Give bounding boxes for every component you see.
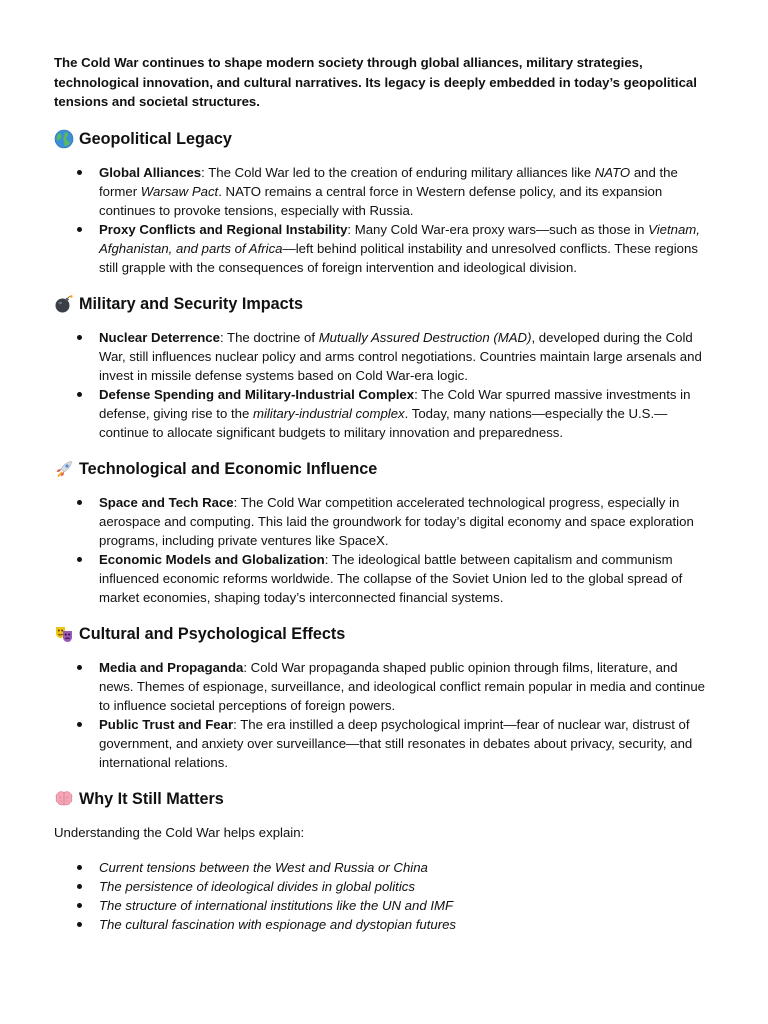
item-text: : The doctrine of <box>219 329 319 345</box>
list-item: The cultural fascination with espionage and dystopian futures <box>54 915 714 934</box>
item-text: : The Cold War competition accelerated technological progress, especially in aerospace and computing. This laid the groundwork for today’s digital economy and space exploration programs, including private ventures like SpaceX. <box>99 494 694 548</box>
item-emphasis: military-industrial complex <box>252 405 405 421</box>
section-heading <box>54 622 714 646</box>
section-heading <box>54 292 714 316</box>
item-text: : Cold War propaganda shaped public opinion through films, literature, and news. Themes of espionage, surveillance, and ideological conflict remain popular in media and continue to influence societal perceptions of foreign powers. <box>99 659 706 713</box>
item-text: . NATO remains a central force in Western defense policy, and its expansion continues to provoke tensions, especially with Russia. <box>99 183 663 218</box>
section-technological-economic <box>54 457 714 607</box>
item-term: Media and Propaganda <box>99 659 244 675</box>
list-item <box>54 163 714 220</box>
bullet-list <box>54 658 714 772</box>
bullet-list <box>54 493 714 607</box>
item-emphasis: Vietnam, Afghanistan, and parts of Africa <box>99 221 700 256</box>
item-text: and the former <box>99 164 678 199</box>
section-title: Geopolitical Legacy <box>79 129 232 148</box>
intro-paragraph: The Cold War continues to shape modern society through global alliances, military strategies, technological innovation, and cultural narratives. Its legacy is deeply embedded in today’s geopolitical tensions and societal structures. <box>54 55 697 109</box>
list-item <box>54 220 714 277</box>
item-emphasis: Warsaw Pact <box>140 183 219 199</box>
why-lead-paragraph: Understanding the Cold War helps explain: <box>54 824 305 840</box>
section-title: Military and Security Impacts <box>79 294 304 313</box>
globe-icon <box>54 129 74 149</box>
section-cultural-psychological <box>54 622 714 772</box>
list-item <box>54 493 714 550</box>
section-title: Why It Still Matters <box>79 789 224 808</box>
list-item: The persistence of ideological divides in global politics <box>54 877 714 896</box>
item-text: : The era instilled a deep psychological imprint—fear of nuclear war, distrust of government, and anxiety over surveillance—that still resonates in debates about privacy, security, and international relations. <box>99 716 693 770</box>
item-term: Public Trust and Fear <box>99 716 234 732</box>
item-text: —left behind political instability and unresolved conflicts. These regions still grapple with the consequences of foreign intervention and ideological division. <box>99 240 698 275</box>
item-text: : The Cold War led to the creation of enduring military alliances like <box>201 164 595 180</box>
list-item <box>54 328 714 385</box>
item-text: : The Cold War spurred massive investments in defense, giving rise to the <box>99 386 691 421</box>
list-item <box>54 715 714 772</box>
bullet-list <box>54 858 714 934</box>
bomb-icon <box>54 294 74 314</box>
section-heading <box>54 457 714 481</box>
item-text: , developed during the Cold War, still influences nuclear policy and arms control negotiations. Countries maintain large arsenals and invest in missile defense systems based on Cold War-era logic. <box>99 329 702 383</box>
item-text: : Many Cold War-era proxy wars—such as those in <box>347 221 649 237</box>
section-why-it-matters <box>54 787 714 934</box>
item-text: . Today, many nations—especially the U.S.—continue to allocate significant budgets to military innovation and preparedness. <box>99 405 668 440</box>
rocket-icon <box>54 459 74 479</box>
section-heading <box>54 787 714 811</box>
item-term: Nuclear Deterrence <box>99 329 220 345</box>
item-term: Economic Models and Globalization <box>99 551 325 567</box>
section-title: Cultural and Psychological Effects <box>79 624 346 643</box>
item-term: Space and Tech Race <box>99 494 234 510</box>
section-title: Technological and Economic Influence <box>79 459 378 478</box>
section-heading <box>54 127 714 151</box>
list-item: The structure of international institutions like the UN and IMF <box>54 896 714 915</box>
list-item <box>54 550 714 607</box>
list-item <box>54 385 714 442</box>
list-item: Current tensions between the West and Russia or China <box>54 858 714 877</box>
item-emphasis: Mutually Assured Destruction (MAD) <box>318 329 532 345</box>
theater-masks-icon <box>54 624 74 644</box>
list-item <box>54 658 714 715</box>
section-military-security <box>54 292 714 442</box>
item-term: Global Alliances <box>99 164 202 180</box>
section-geopolitical-legacy <box>54 127 714 277</box>
item-term: Proxy Conflicts and Regional Instability <box>99 221 348 237</box>
item-text: : The ideological battle between capitalism and communism influenced economic reforms worldwide. The collapse of the Soviet Union led to the global spread of market economies, shaping today’s interconnected financial systems. <box>99 551 683 605</box>
bullet-list <box>54 163 714 277</box>
brain-icon <box>54 789 74 809</box>
item-term: Defense Spending and Military-Industrial Complex <box>99 386 415 402</box>
item-emphasis: NATO <box>594 164 631 180</box>
bullet-list <box>54 328 714 442</box>
